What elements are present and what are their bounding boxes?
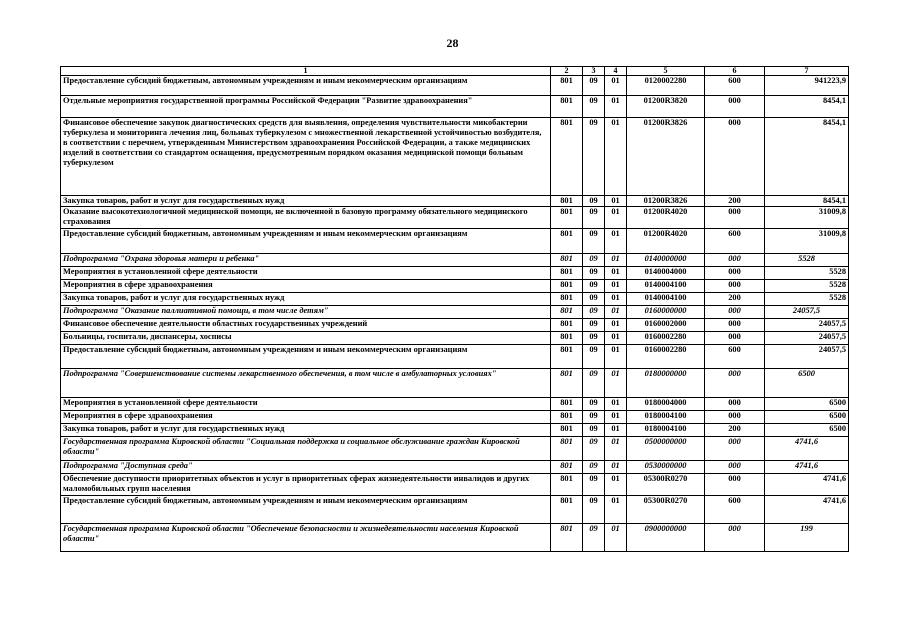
chapter-code-cell: 09 bbox=[583, 424, 605, 437]
amount-cell: 6500 bbox=[765, 398, 849, 411]
target-article-cell: 0180004100 bbox=[627, 424, 705, 437]
target-article-cell: 05300R0270 bbox=[627, 474, 705, 496]
subsection-code-cell: 01 bbox=[605, 461, 627, 474]
amount-cell: 199 bbox=[765, 524, 849, 552]
amount-cell: 5528 bbox=[765, 267, 849, 280]
section-code-cell: 801 bbox=[551, 424, 583, 437]
expense-type-cell: 000 bbox=[705, 254, 765, 267]
table-row bbox=[61, 280, 849, 293]
section-code-cell: 801 bbox=[551, 254, 583, 267]
chapter-code-cell: 09 bbox=[583, 411, 605, 424]
row-name-cell: Мероприятия в установленной сфере деятельности bbox=[61, 398, 551, 411]
section-code-cell: 801 bbox=[551, 437, 583, 461]
section-code-cell: 801 bbox=[551, 319, 583, 332]
target-article-cell: 0900000000 bbox=[627, 524, 705, 552]
row-name-cell: Государственная программа Кировской области "Обеспечение безопасности и жизнедеятельности населения Кировской области" bbox=[61, 524, 551, 552]
row-name-cell: Мероприятия в сфере здравоохранения bbox=[61, 411, 551, 424]
section-code-cell: 801 bbox=[551, 196, 583, 207]
table-row bbox=[61, 461, 849, 474]
row-name-cell: Подпрограмма "Оказание паллиативной помощи, в том числе детям" bbox=[61, 306, 551, 319]
amount-cell: 941223,9 bbox=[765, 76, 849, 96]
expense-type-cell: 000 bbox=[705, 332, 765, 345]
table-row bbox=[61, 196, 849, 207]
budget-table bbox=[60, 66, 849, 552]
subsection-code-cell: 01 bbox=[605, 306, 627, 319]
chapter-code-cell: 09 bbox=[583, 196, 605, 207]
table-row bbox=[61, 319, 849, 332]
section-code-cell: 801 bbox=[551, 293, 583, 306]
column-header: 1 bbox=[61, 67, 551, 76]
target-article-cell: 0180004000 bbox=[627, 398, 705, 411]
subsection-code-cell: 01 bbox=[605, 496, 627, 524]
amount-cell: 24057,5 bbox=[765, 332, 849, 345]
chapter-code-cell: 09 bbox=[583, 118, 605, 196]
expense-type-cell: 600 bbox=[705, 229, 765, 254]
target-article-cell: 01200R3826 bbox=[627, 196, 705, 207]
target-article-cell: 0530000000 bbox=[627, 461, 705, 474]
table-row bbox=[61, 293, 849, 306]
table-row bbox=[61, 254, 849, 267]
row-name-cell: Финансовое обеспечение деятельности областных государственных учреждений bbox=[61, 319, 551, 332]
amount-cell: 24057,5 bbox=[765, 319, 849, 332]
amount-cell: 24057,5 bbox=[765, 345, 849, 369]
table-row bbox=[61, 524, 849, 552]
subsection-code-cell: 01 bbox=[605, 474, 627, 496]
column-header: 4 bbox=[605, 67, 627, 76]
expense-type-cell: 600 bbox=[705, 496, 765, 524]
chapter-code-cell: 09 bbox=[583, 76, 605, 96]
row-name-cell: Подпрограмма "Совершенствование системы лекарственного обеспечения, в том числе в амбулаторных условиях" bbox=[61, 369, 551, 398]
row-name-cell: Больницы, госпитали, диспансеры, хосписы bbox=[61, 332, 551, 345]
expense-type-cell: 000 bbox=[705, 474, 765, 496]
section-code-cell: 801 bbox=[551, 496, 583, 524]
section-code-cell: 801 bbox=[551, 76, 583, 96]
chapter-code-cell: 09 bbox=[583, 254, 605, 267]
subsection-code-cell: 01 bbox=[605, 254, 627, 267]
chapter-code-cell: 09 bbox=[583, 306, 605, 319]
table-row bbox=[61, 398, 849, 411]
subsection-code-cell: 01 bbox=[605, 229, 627, 254]
amount-cell: 5528 bbox=[765, 280, 849, 293]
expense-type-cell: 600 bbox=[705, 345, 765, 369]
chapter-code-cell: 09 bbox=[583, 229, 605, 254]
expense-type-cell: 000 bbox=[705, 369, 765, 398]
subsection-code-cell: 01 bbox=[605, 118, 627, 196]
table-row bbox=[61, 424, 849, 437]
subsection-code-cell: 01 bbox=[605, 411, 627, 424]
chapter-code-cell: 09 bbox=[583, 207, 605, 229]
table-row bbox=[61, 118, 849, 196]
column-header: 6 bbox=[705, 67, 765, 76]
row-name-cell: Мероприятия в установленной сфере деятельности bbox=[61, 267, 551, 280]
section-code-cell: 801 bbox=[551, 306, 583, 319]
amount-cell: 4741,6 bbox=[765, 496, 849, 524]
amount-cell: 6500 bbox=[765, 411, 849, 424]
target-article-cell: 0160002000 bbox=[627, 319, 705, 332]
chapter-code-cell: 09 bbox=[583, 461, 605, 474]
subsection-code-cell: 01 bbox=[605, 196, 627, 207]
subsection-code-cell: 01 bbox=[605, 293, 627, 306]
table-row bbox=[61, 345, 849, 369]
amount-cell: 4741,6 bbox=[765, 437, 849, 461]
subsection-code-cell: 01 bbox=[605, 332, 627, 345]
amount-cell: 8454,1 bbox=[765, 196, 849, 207]
target-article-cell: 0140004100 bbox=[627, 293, 705, 306]
table-row bbox=[61, 496, 849, 524]
target-article-cell: 0120002280 bbox=[627, 76, 705, 96]
row-name-cell: Подпрограмма "Доступная среда" bbox=[61, 461, 551, 474]
expense-type-cell: 000 bbox=[705, 437, 765, 461]
subsection-code-cell: 01 bbox=[605, 267, 627, 280]
expense-type-cell: 000 bbox=[705, 524, 765, 552]
row-name-cell: Закупка товаров, работ и услуг для государственных нужд bbox=[61, 293, 551, 306]
column-header: 2 bbox=[551, 67, 583, 76]
target-article-cell: 01200R3826 bbox=[627, 118, 705, 196]
section-code-cell: 801 bbox=[551, 398, 583, 411]
table-row bbox=[61, 267, 849, 280]
amount-cell: 6500 bbox=[765, 424, 849, 437]
table-row bbox=[61, 229, 849, 254]
expense-type-cell: 000 bbox=[705, 207, 765, 229]
expense-type-cell: 000 bbox=[705, 280, 765, 293]
section-code-cell: 801 bbox=[551, 96, 583, 118]
target-article-cell: 01200R3820 bbox=[627, 96, 705, 118]
amount-cell: 31009,8 bbox=[765, 229, 849, 254]
subsection-code-cell: 01 bbox=[605, 76, 627, 96]
chapter-code-cell: 09 bbox=[583, 474, 605, 496]
table-header-row bbox=[61, 67, 849, 76]
subsection-code-cell: 01 bbox=[605, 524, 627, 552]
chapter-code-cell: 09 bbox=[583, 293, 605, 306]
subsection-code-cell: 01 bbox=[605, 345, 627, 369]
table-row bbox=[61, 332, 849, 345]
section-code-cell: 801 bbox=[551, 267, 583, 280]
row-name-cell: Предоставление субсидий бюджетным, автономным учреждениям и иным некоммерческим организациям bbox=[61, 76, 551, 96]
column-header: 7 bbox=[765, 67, 849, 76]
target-article-cell: 0140004000 bbox=[627, 267, 705, 280]
target-article-cell: 0140000000 bbox=[627, 254, 705, 267]
table-row bbox=[61, 306, 849, 319]
column-header: 5 bbox=[627, 67, 705, 76]
subsection-code-cell: 01 bbox=[605, 96, 627, 118]
row-name-cell: Предоставление субсидий бюджетным, автономным учреждениям и иным некоммерческим организациям bbox=[61, 229, 551, 254]
amount-cell: 4741,6 bbox=[765, 461, 849, 474]
chapter-code-cell: 09 bbox=[583, 496, 605, 524]
target-article-cell: 0180004100 bbox=[627, 411, 705, 424]
table-row bbox=[61, 437, 849, 461]
section-code-cell: 801 bbox=[551, 474, 583, 496]
chapter-code-cell: 09 bbox=[583, 332, 605, 345]
chapter-code-cell: 09 bbox=[583, 437, 605, 461]
section-code-cell: 801 bbox=[551, 229, 583, 254]
row-name-cell: Подпрограмма "Охрана здоровья матери и ребенка" bbox=[61, 254, 551, 267]
target-article-cell: 0140004100 bbox=[627, 280, 705, 293]
amount-cell: 4741,6 bbox=[765, 474, 849, 496]
expense-type-cell: 000 bbox=[705, 267, 765, 280]
row-name-cell: Обеспечение доступности приоритетных объектов и услуг в приоритетных сферах жизнедеятельности инвалидов и других маломобильных групп населения bbox=[61, 474, 551, 496]
subsection-code-cell: 01 bbox=[605, 437, 627, 461]
table-row bbox=[61, 207, 849, 229]
expense-type-cell: 000 bbox=[705, 461, 765, 474]
target-article-cell: 05300R0270 bbox=[627, 496, 705, 524]
table-row bbox=[61, 96, 849, 118]
expense-type-cell: 200 bbox=[705, 196, 765, 207]
table-row bbox=[61, 76, 849, 96]
amount-cell: 24057,5 bbox=[765, 306, 849, 319]
row-name-cell: Государственная программа Кировской области "Социальная поддержка и социальное обслуживание граждан Кировской области" bbox=[61, 437, 551, 461]
row-name-cell: Оказание высокотехнологичной медицинской помощи, не включенной в базовую программу обязательного медицинского страхования bbox=[61, 207, 551, 229]
chapter-code-cell: 09 bbox=[583, 280, 605, 293]
chapter-code-cell: 09 bbox=[583, 96, 605, 118]
expense-type-cell: 600 bbox=[705, 76, 765, 96]
section-code-cell: 801 bbox=[551, 524, 583, 552]
subsection-code-cell: 01 bbox=[605, 398, 627, 411]
target-article-cell: 01200R4020 bbox=[627, 229, 705, 254]
subsection-code-cell: 01 bbox=[605, 319, 627, 332]
expense-type-cell: 000 bbox=[705, 96, 765, 118]
expense-type-cell: 000 bbox=[705, 398, 765, 411]
chapter-code-cell: 09 bbox=[583, 398, 605, 411]
section-code-cell: 801 bbox=[551, 332, 583, 345]
section-code-cell: 801 bbox=[551, 207, 583, 229]
section-code-cell: 801 bbox=[551, 280, 583, 293]
target-article-cell: 0160000000 bbox=[627, 306, 705, 319]
subsection-code-cell: 01 bbox=[605, 369, 627, 398]
page-number: 28 bbox=[446, 36, 459, 50]
subsection-code-cell: 01 bbox=[605, 280, 627, 293]
amount-cell: 31009,8 bbox=[765, 207, 849, 229]
chapter-code-cell: 09 bbox=[583, 524, 605, 552]
target-article-cell: 01200R4020 bbox=[627, 207, 705, 229]
target-article-cell: 0160002280 bbox=[627, 332, 705, 345]
row-name-cell: Закупка товаров, работ и услуг для государственных нужд bbox=[61, 196, 551, 207]
section-code-cell: 801 bbox=[551, 345, 583, 369]
section-code-cell: 801 bbox=[551, 118, 583, 196]
amount-cell: 8454,1 bbox=[765, 96, 849, 118]
target-article-cell: 0180000000 bbox=[627, 369, 705, 398]
chapter-code-cell: 09 bbox=[583, 345, 605, 369]
column-header: 3 bbox=[583, 67, 605, 76]
expense-type-cell: 000 bbox=[705, 319, 765, 332]
section-code-cell: 801 bbox=[551, 461, 583, 474]
row-name-cell: Предоставление субсидий бюджетным, автономным учреждениям и иным некоммерческим организациям bbox=[61, 345, 551, 369]
amount-cell: 6500 bbox=[765, 369, 849, 398]
expense-type-cell: 000 bbox=[705, 118, 765, 196]
row-name-cell: Отдельные мероприятия государственной программы Российской Федерации "Развитие здравоохранения" bbox=[61, 96, 551, 118]
chapter-code-cell: 09 bbox=[583, 319, 605, 332]
expense-type-cell: 200 bbox=[705, 293, 765, 306]
table-row bbox=[61, 369, 849, 398]
row-name-cell: Финансовое обеспечение закупок диагностических средств для выявления, определения чувствительности микобактерии туберкулеза и мониторинга лечения лиц, больных туберкулезом с множественной лекарственной устойчивостью возбудителя, в соответствии с перечнем, утвержденным Министерством здравоохранения Российской Федерации, а также медицинских изделий в соответствии со стандартом оснащения, предусмотренным порядком оказания медицинской помощи больным туберкулезом bbox=[61, 118, 551, 196]
expense-type-cell: 000 bbox=[705, 411, 765, 424]
chapter-code-cell: 09 bbox=[583, 369, 605, 398]
expense-type-cell: 200 bbox=[705, 424, 765, 437]
section-code-cell: 801 bbox=[551, 411, 583, 424]
amount-cell: 5528 bbox=[765, 293, 849, 306]
row-name-cell: Предоставление субсидий бюджетным, автономным учреждениям и иным некоммерческим организациям bbox=[61, 496, 551, 524]
amount-cell: 5528 bbox=[765, 254, 849, 267]
target-article-cell: 0160002280 bbox=[627, 345, 705, 369]
subsection-code-cell: 01 bbox=[605, 424, 627, 437]
amount-cell: 8454,1 bbox=[765, 118, 849, 196]
expense-type-cell: 000 bbox=[705, 306, 765, 319]
section-code-cell: 801 bbox=[551, 369, 583, 398]
target-article-cell: 0500000000 bbox=[627, 437, 705, 461]
row-name-cell: Закупка товаров, работ и услуг для государственных нужд bbox=[61, 424, 551, 437]
subsection-code-cell: 01 bbox=[605, 207, 627, 229]
chapter-code-cell: 09 bbox=[583, 267, 605, 280]
row-name-cell: Мероприятия в сфере здравоохранения bbox=[61, 280, 551, 293]
table-row bbox=[61, 411, 849, 424]
table-row bbox=[61, 474, 849, 496]
